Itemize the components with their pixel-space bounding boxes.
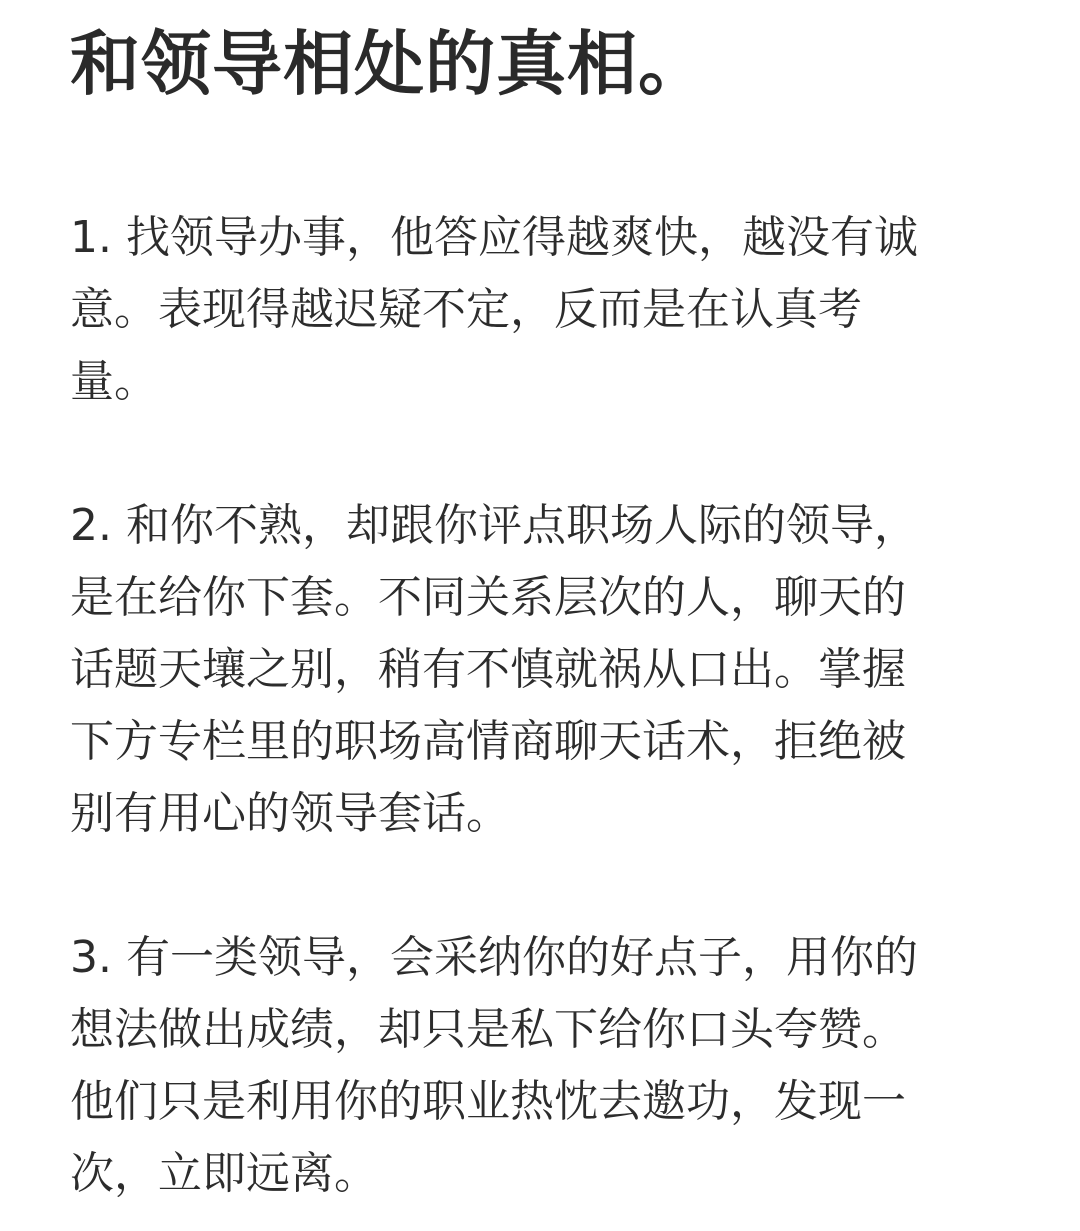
point-line: 量。 [70,356,158,407]
point-line: 3. 有一类领导，会采纳你的好点子，用你的 [70,932,918,983]
article [70,0,1010,1199]
point-line: 意。表现得越迟疑不定，反而是在认真考 [70,284,862,335]
point-line: 别有用心的领导套话。 [70,788,510,839]
point-line: 话题天壤之别，稍有不慎就祸从口出。掌握 [70,644,906,695]
page-title: 和领导相处的真相。 [70,23,709,105]
point-line: 是在给你下套。不同关系层次的人，聊天的 [70,572,906,623]
point-line: 2. 和你不熟，却跟你评点职场人际的领导， [70,500,918,551]
point-1 [70,202,918,418]
point-line: 想法做出成绩，却只是私下给你口头夸赞。 [70,1004,906,1055]
point-line: 1. 找领导办事，他答应得越爽快，越没有诚 [70,212,918,263]
point-3 [70,922,918,1210]
point-line: 下方专栏里的职场高情商聊天话术，拒绝被 [70,716,906,767]
point-2 [70,490,918,850]
point-line: 次，立即远离。 [70,1148,378,1199]
point-line: 他们只是利用你的职业热忱去邀功，发现一 [70,1076,906,1127]
